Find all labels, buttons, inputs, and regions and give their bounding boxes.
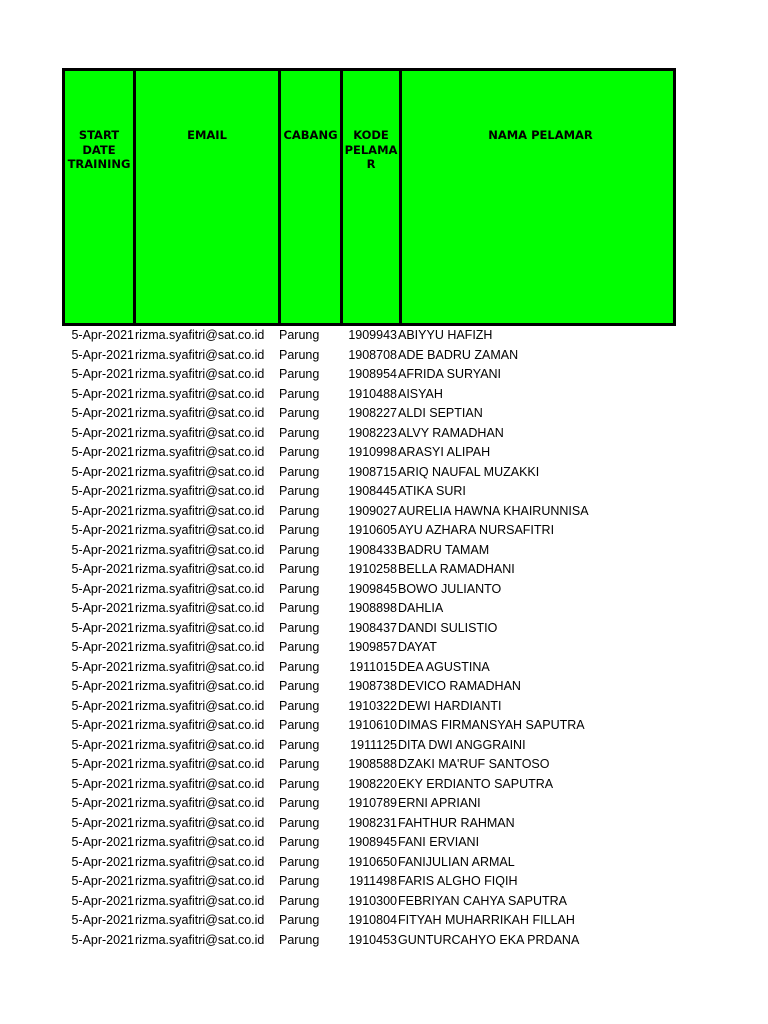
- cell-code: 1909943: [348, 328, 397, 342]
- cell-name: DEWI HARDIANTI: [398, 698, 502, 713]
- cell-email: rizma.syafitri@sat.co.id: [135, 874, 265, 888]
- table-row: [62, 541, 676, 561]
- cell-name: AFRIDA SURYANI: [398, 367, 502, 381]
- cell-branch: Parung: [279, 659, 320, 674]
- cell-branch: Parung: [279, 620, 320, 635]
- cell-name: GUNTURCAHYO EKA PRDANA: [398, 932, 580, 947]
- cell-name: AURELIA HAWNA KHAIRUNNISA: [398, 503, 589, 518]
- cell-code: 1910300: [348, 893, 397, 908]
- table-row: [62, 560, 676, 580]
- cell-code: 1910322: [348, 698, 397, 713]
- cell-branch: Parung: [279, 464, 320, 479]
- cell-email: rizma.syafitri@sat.co.id: [135, 542, 265, 557]
- cell-start-date: 5-Apr-2021: [71, 932, 134, 947]
- cell-start-date: 5-Apr-2021: [71, 347, 134, 362]
- cell-name: ARIQ NAUFAL MUZAKKI: [398, 464, 540, 479]
- cell-branch: Parung: [279, 328, 320, 342]
- cell-name: DIMAS FIRMANSYAH SAPUTRA: [398, 718, 585, 732]
- cell-email: rizma.syafitri@sat.co.id: [135, 406, 265, 420]
- cell-start-date: 5-Apr-2021: [71, 484, 134, 498]
- table-row: [62, 424, 676, 444]
- table-row: [62, 385, 676, 405]
- table-row: [62, 443, 676, 463]
- cell-name: DAYAT: [398, 640, 437, 654]
- cell-start-date: 5-Apr-2021: [71, 796, 134, 810]
- cell-start-date: 5-Apr-2021: [71, 757, 134, 771]
- table-row: [62, 521, 676, 541]
- table-row: [62, 814, 676, 834]
- table-row: [62, 463, 676, 483]
- cell-name: BADRU TAMAM: [398, 542, 490, 557]
- table-row: [62, 833, 676, 853]
- cell-code: 1908708: [348, 347, 397, 362]
- cell-email: rizma.syafitri@sat.co.id: [135, 854, 265, 869]
- table-row: [62, 892, 676, 912]
- cell-name: AISYAH: [398, 386, 443, 401]
- cell-branch: Parung: [279, 913, 320, 927]
- cell-email: rizma.syafitri@sat.co.id: [135, 893, 265, 908]
- header-start-date: START DATE TRAINING: [65, 71, 136, 323]
- cell-code: 1910610: [348, 718, 397, 732]
- cell-code: 1910488: [348, 386, 397, 401]
- table-row: [62, 638, 676, 658]
- cell-email: rizma.syafitri@sat.co.id: [135, 737, 265, 752]
- cell-start-date: 5-Apr-2021: [71, 445, 134, 459]
- cell-name: ALVY RAMADHAN: [398, 425, 504, 440]
- cell-email: rizma.syafitri@sat.co.id: [135, 464, 265, 479]
- cell-code: 1908945: [348, 835, 397, 849]
- cell-name: BELLA RAMADHANI: [398, 562, 515, 576]
- cell-start-date: 5-Apr-2021: [71, 386, 134, 401]
- table-row: [62, 755, 676, 775]
- cell-name: ALDI SEPTIAN: [398, 406, 483, 420]
- cell-branch: Parung: [279, 718, 320, 732]
- cell-code: 1911015: [349, 659, 397, 674]
- table-row: [62, 326, 676, 346]
- cell-code: 1910650: [348, 854, 397, 869]
- table-body: [62, 326, 676, 950]
- cell-start-date: 5-Apr-2021: [71, 601, 134, 615]
- cell-name: FITYAH MUHARRIKAH FILLAH: [398, 913, 575, 927]
- cell-branch: Parung: [279, 581, 320, 596]
- cell-start-date: 5-Apr-2021: [71, 464, 134, 479]
- cell-name: DEA AGUSTINA: [398, 659, 490, 674]
- cell-code: 1908220: [348, 776, 397, 791]
- table-row: [62, 677, 676, 697]
- cell-branch: Parung: [279, 425, 320, 440]
- cell-start-date: 5-Apr-2021: [71, 737, 134, 752]
- cell-start-date: 5-Apr-2021: [71, 328, 134, 342]
- cell-email: rizma.syafitri@sat.co.id: [135, 815, 265, 830]
- cell-name: DEVICO RAMADHAN: [398, 679, 521, 693]
- table-header: [62, 68, 676, 326]
- cell-name: ATIKA SURI: [398, 484, 466, 498]
- cell-branch: Parung: [279, 601, 320, 615]
- cell-code: 1909845: [348, 581, 397, 596]
- cell-name: DAHLIA: [398, 601, 444, 615]
- cell-email: rizma.syafitri@sat.co.id: [135, 445, 265, 459]
- table-row: [62, 619, 676, 639]
- cell-branch: Parung: [279, 776, 320, 791]
- cell-name: ADE BADRU ZAMAN: [398, 347, 519, 362]
- cell-code: 1910804: [348, 913, 397, 927]
- cell-email: rizma.syafitri@sat.co.id: [135, 425, 265, 440]
- cell-start-date: 5-Apr-2021: [71, 815, 134, 830]
- cell-start-date: 5-Apr-2021: [71, 854, 134, 869]
- cell-branch: Parung: [279, 484, 320, 498]
- cell-branch: Parung: [279, 835, 320, 849]
- cell-branch: Parung: [279, 893, 320, 908]
- cell-start-date: 5-Apr-2021: [71, 581, 134, 596]
- cell-branch: Parung: [279, 347, 320, 362]
- table-row: [62, 716, 676, 736]
- cell-branch: Parung: [279, 796, 320, 810]
- cell-code: 1910605: [348, 523, 397, 537]
- cell-code: 1908954: [348, 367, 397, 381]
- cell-branch: Parung: [279, 406, 320, 420]
- cell-branch: Parung: [279, 815, 320, 830]
- cell-branch: Parung: [279, 445, 320, 459]
- cell-name: AYU AZHARA NURSAFITRI: [398, 523, 555, 537]
- cell-email: rizma.syafitri@sat.co.id: [135, 913, 265, 927]
- cell-branch: Parung: [279, 367, 320, 381]
- cell-email: rizma.syafitri@sat.co.id: [135, 581, 265, 596]
- cell-branch: Parung: [279, 932, 320, 947]
- cell-start-date: 5-Apr-2021: [71, 542, 134, 557]
- cell-start-date: 5-Apr-2021: [71, 620, 134, 635]
- table-row: [62, 872, 676, 892]
- cell-branch: Parung: [279, 679, 320, 693]
- cell-branch: Parung: [279, 854, 320, 869]
- cell-code: 1910453: [348, 932, 397, 947]
- table-row: [62, 853, 676, 873]
- cell-name: DANDI SULISTIO: [398, 620, 498, 635]
- cell-email: rizma.syafitri@sat.co.id: [135, 367, 265, 381]
- cell-code: 1908231: [348, 815, 397, 830]
- cell-email: rizma.syafitri@sat.co.id: [135, 796, 265, 810]
- cell-branch: Parung: [279, 503, 320, 518]
- header-branch: CABANG: [281, 71, 343, 323]
- cell-branch: Parung: [279, 386, 320, 401]
- header-code: KODE PELAMA R: [343, 71, 402, 323]
- cell-start-date: 5-Apr-2021: [71, 913, 134, 927]
- table-row: [62, 580, 676, 600]
- cell-name: BOWO JULIANTO: [398, 581, 502, 596]
- table-row: [62, 482, 676, 502]
- cell-email: rizma.syafitri@sat.co.id: [135, 835, 265, 849]
- cell-email: rizma.syafitri@sat.co.id: [135, 620, 265, 635]
- table-row: [62, 775, 676, 795]
- table-row: [62, 599, 676, 619]
- cell-code: 1910258: [348, 562, 397, 576]
- cell-name: ABIYYU HAFIZH: [398, 328, 493, 342]
- cell-code: 1911498: [349, 874, 397, 888]
- table-row: [62, 931, 676, 951]
- cell-branch: Parung: [279, 640, 320, 654]
- cell-email: rizma.syafitri@sat.co.id: [135, 347, 265, 362]
- cell-code: 1908738: [348, 679, 397, 693]
- table-row: [62, 404, 676, 424]
- table-row: [62, 697, 676, 717]
- cell-email: rizma.syafitri@sat.co.id: [135, 718, 265, 732]
- cell-branch: Parung: [279, 562, 320, 576]
- cell-email: rizma.syafitri@sat.co.id: [135, 562, 265, 576]
- cell-code: 1908445: [348, 484, 397, 498]
- cell-code: 1910998: [348, 445, 397, 459]
- cell-start-date: 5-Apr-2021: [71, 367, 134, 381]
- cell-name: DITA DWI ANGGRAINI: [398, 737, 526, 752]
- cell-code: 1908715: [348, 464, 397, 479]
- cell-name: FANI ERVIANI: [398, 835, 480, 849]
- table-row: [62, 794, 676, 814]
- cell-email: rizma.syafitri@sat.co.id: [135, 932, 265, 947]
- cell-email: rizma.syafitri@sat.co.id: [135, 386, 265, 401]
- cell-email: rizma.syafitri@sat.co.id: [135, 679, 265, 693]
- header-email: EMAIL: [136, 71, 281, 323]
- table-row: [62, 658, 676, 678]
- cell-email: rizma.syafitri@sat.co.id: [135, 698, 265, 713]
- cell-start-date: 5-Apr-2021: [71, 562, 134, 576]
- table-row: [62, 346, 676, 366]
- cell-branch: Parung: [279, 698, 320, 713]
- cell-email: rizma.syafitri@sat.co.id: [135, 328, 265, 342]
- cell-email: rizma.syafitri@sat.co.id: [135, 776, 265, 791]
- cell-code: 1908223: [348, 425, 397, 440]
- cell-email: rizma.syafitri@sat.co.id: [135, 601, 265, 615]
- table-row: [62, 736, 676, 756]
- cell-code: 1909027: [348, 503, 397, 518]
- cell-start-date: 5-Apr-2021: [71, 698, 134, 713]
- cell-name: FARIS ALGHO FIQIH: [398, 874, 518, 888]
- cell-start-date: 5-Apr-2021: [71, 425, 134, 440]
- cell-name: ARASYI ALIPAH: [398, 445, 491, 459]
- cell-start-date: 5-Apr-2021: [71, 679, 134, 693]
- applicant-sheet: [62, 68, 676, 950]
- cell-name: ERNI APRIANI: [398, 796, 481, 810]
- cell-email: rizma.syafitri@sat.co.id: [135, 503, 265, 518]
- table-row: [62, 502, 676, 522]
- cell-email: rizma.syafitri@sat.co.id: [135, 757, 265, 771]
- cell-code: 1908437: [348, 620, 397, 635]
- cell-branch: Parung: [279, 542, 320, 557]
- cell-code: 1909857: [348, 640, 397, 654]
- header-name: NAMA PELAMAR: [488, 128, 593, 142]
- cell-email: rizma.syafitri@sat.co.id: [135, 523, 265, 537]
- cell-code: 1910789: [348, 796, 397, 810]
- cell-start-date: 5-Apr-2021: [71, 874, 134, 888]
- cell-email: rizma.syafitri@sat.co.id: [135, 659, 265, 674]
- cell-branch: Parung: [279, 757, 320, 771]
- cell-name: FAHTHUR RAHMAN: [398, 815, 515, 830]
- cell-email: rizma.syafitri@sat.co.id: [135, 484, 265, 498]
- cell-code: 1908588: [348, 757, 397, 771]
- cell-start-date: 5-Apr-2021: [71, 523, 134, 537]
- cell-branch: Parung: [279, 523, 320, 537]
- cell-start-date: 5-Apr-2021: [71, 893, 134, 908]
- cell-name: DZAKI MA'RUF SANTOSO: [398, 757, 550, 771]
- cell-code: 1911125: [350, 737, 397, 752]
- table-row: [62, 365, 676, 385]
- cell-branch: Parung: [279, 737, 320, 752]
- cell-start-date: 5-Apr-2021: [71, 835, 134, 849]
- cell-code: 1908433: [348, 542, 397, 557]
- cell-name: FEBRIYAN CAHYA SAPUTRA: [398, 893, 568, 908]
- cell-code: 1908227: [348, 406, 397, 420]
- cell-start-date: 5-Apr-2021: [71, 640, 134, 654]
- cell-name: FANIJULIAN ARMAL: [398, 854, 515, 869]
- cell-email: rizma.syafitri@sat.co.id: [135, 640, 265, 654]
- cell-start-date: 5-Apr-2021: [71, 776, 134, 791]
- cell-name: EKY ERDIANTO SAPUTRA: [398, 776, 554, 791]
- cell-start-date: 5-Apr-2021: [71, 406, 134, 420]
- cell-code: 1908898: [348, 601, 397, 615]
- cell-start-date: 5-Apr-2021: [71, 503, 134, 518]
- cell-start-date: 5-Apr-2021: [71, 659, 134, 674]
- cell-branch: Parung: [279, 874, 320, 888]
- table-row: [62, 911, 676, 931]
- cell-start-date: 5-Apr-2021: [71, 718, 134, 732]
